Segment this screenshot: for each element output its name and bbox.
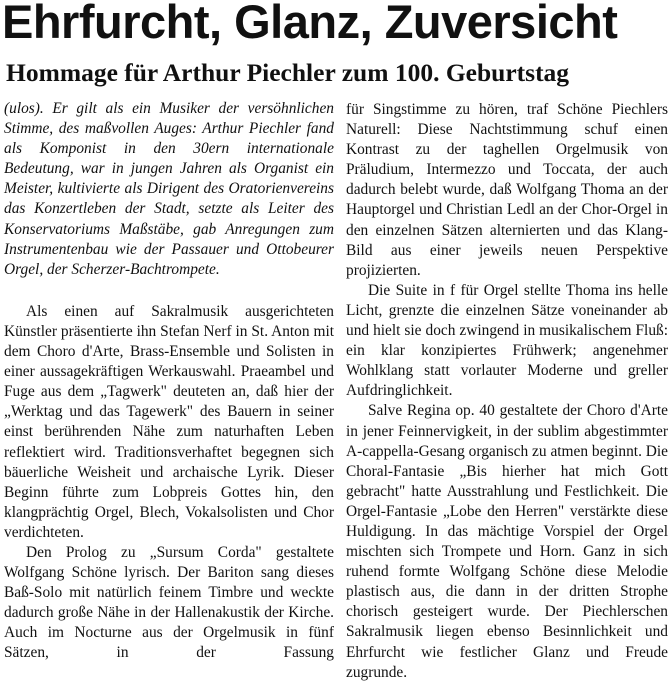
body-paragraph-3: für Singstimme zu hören, traf Schöne Piechlers Naturell: Diese Nachtstimmung schuf einen Kontrast zu der taghellen Orgelmusik von Präludium, Intermezzo und Toccata, der auch dadurch belebt wurde, daß Wolfgang Thoma an der Hauptorgel und Christian Ledl an der Chor-Orgel in den einzelnen Sätzen alternierten und das Klang-Bild aus einer jeweils neuen Perspektive projizierten. <box>346 101 668 279</box>
column-right <box>346 100 668 683</box>
column-left <box>4 99 334 664</box>
body-paragraph-1: Als einen auf Sakralmusik ausgerichteten Künstler präsentierte ihn Stefan Nerf in St. Anton mit dem Choro d'Arte, Brass-Ensemble und Solisten in einer aussagekräftigen Werkauswahl. Praeambel und Fuge aus dem „Tagwerk" deuteten an, daß hier der „Werktag und das Tagewerk" des Bauern in seiner einst berührenden Nähe zum naturhaften Leben reflektiert wird. Traditionsverhaftet begegnen sich bäuerliche Weisheit und archaische Lyrik. Dieser Beginn führte zum Lobpreis Gottes hin, den klangprächtig Orgel, Blech, Vokalsolisten und Chor verdichteten. <box>4 302 334 541</box>
headline: Ehrfurcht, Glanz, Zuversicht <box>2 0 618 48</box>
subtitle: Hommage für Arthur Piechler zum 100. Geburtstag <box>6 58 570 87</box>
body-paragraph-4: Die Suite in f für Orgel stellte Thoma ins helle Licht, grenzte die einzelnen Sätze voneinander ab und hielt sie doch zwingend in musikalischem Fluß: ein klar konzipiertes Frühwerk; angenehmer Wohlklang statt vorlauter Moderne und greller Aufdringlichkeit. <box>346 281 668 400</box>
body-paragraph-5: Salve Regina op. 40 gestaltete der Choro d'Arte in jener Feinnervigkeit, in der sublim abgestimmter A-cappella-Gesang organisch zu atmen beginnt. Die Choral-Fantasie „Bis hierher hat mich Gott gebracht" hatte Ausstrahlung und Festlichkeit. Die Orgel-Fantasie „Lobe den Herren" verstärkte diese Huldigung. In das mächtige Vorspiel der Orgel mischten sich Trompete und Horn. Ganz in sich ruhend formte Wolfgang Schöne diese Melodie plastisch aus, die dann in der dritten Strophe chorisch gesteigert wurde. Der Piechlerschen Sakralmusik liegen ebenso Besinnlichkeit und Ehrfurcht wie festlicher Glanz und Freude zugrunde. <box>346 402 668 681</box>
paragraph-gap <box>4 280 334 302</box>
body-paragraph-2: Den Prolog zu „Sursum Corda" gestaltete Wolfgang Schöne lyrisch. Der Bariton sang dieses Baß-Solo mit natürlich feinem Timbre und weckte dadurch große Nähe in der Hallenakustik der Kirche. Auch im Nocturne aus der Orgelmusik in fünf Sätzen, in der Fassung <box>4 543 334 662</box>
intro-paragraph: (ulos). Er gilt als ein Musiker der versöhnlichen Stimme, des maßvollen Auges: Arthur Piechler fand als Komponist in den 30ern internationale Bedeutung, war in jungen Jahren als Organist ein Meister, kultivierte als Dirigent des Oratorienvereins das Konzertleben der Stadt, setzte als Leiter des Konservatoriums Maßstäbe, gab Anregungen zum Instrumentenbau wie der Passauer und Ottobeurer Orgel, der Scherzer-Bachtrompete. <box>4 100 334 278</box>
